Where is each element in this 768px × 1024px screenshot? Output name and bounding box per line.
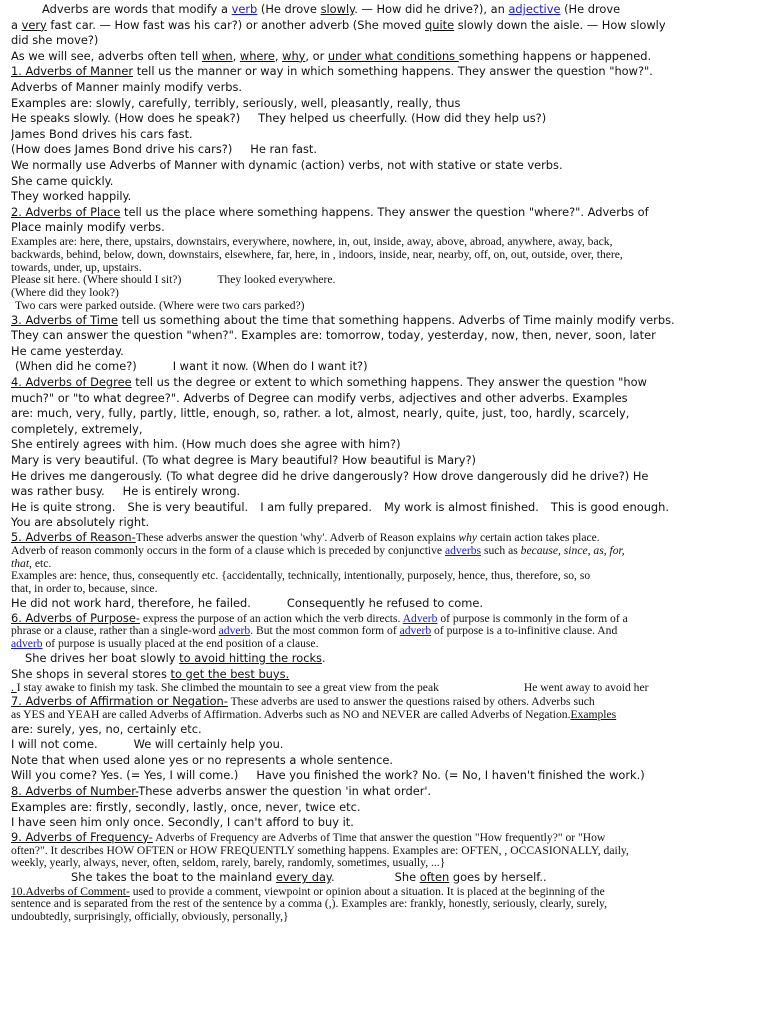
text: of purpose is usually placed at the end position of a clause. (42, 638, 319, 651)
section-heading-manner: 1. Adverbs of Manner (11, 64, 134, 79)
comment-line-3: undoubtedly, surprisingly, officially, obviously, personally,} (11, 911, 289, 924)
underlined-text: slowly (320, 2, 355, 16)
text: tell us the degree or extent to which something happens. They answer the question "how (131, 375, 647, 390)
place-line-6 (11, 274, 758, 287)
number-line-3: I have seen him only once. Secondly, I can't afford to buy it. (11, 815, 354, 830)
underlined-text: quite (425, 17, 455, 32)
text: fast car. — How fast was his car?) or another adverb (She moved (46, 17, 425, 32)
degree-line-6: Mary is very beautiful. (To what degree is Mary beautiful? How beautiful is Mary?) (11, 453, 476, 468)
text: express the purpose of an action which the verb directs. (139, 611, 403, 625)
affirmation-line-3: are: surely, yes, no, certainly etc. (11, 721, 202, 736)
text: (He drove (257, 2, 321, 16)
frequency-line-3: weekly, yearly, always, never, often, seldom, rarely, barely, randomly, sometimes, usually, ...} (11, 857, 446, 870)
degree-line-5: She entirely agrees with him. (How much does she agree with him?) (11, 437, 401, 452)
text: , or (305, 48, 328, 63)
text: , (274, 48, 283, 63)
text: etc. (31, 557, 52, 570)
intro-line-3: did she move?) (11, 33, 99, 48)
text: (He drove (560, 2, 621, 16)
text: These adverbs answer the question 'why'. Adverb of Reason explains (135, 531, 459, 544)
time-line-1 (11, 313, 758, 329)
comment-line-2: sentence and is separated from the rest of the sentence by a comma (,). Examples are: frankly, honestly, seriously, clearly, surely, (11, 898, 607, 911)
place-line-8: Two cars were parked outside. (Where were two cars parked?) (15, 299, 305, 312)
place-line-7: (Where did they look?) (11, 287, 119, 300)
affirmation-line-6 (11, 768, 758, 784)
text: These adverbs are used to answer the questions raised by others. Adverbs such (227, 694, 595, 708)
reason-line-1 (11, 531, 758, 545)
place-line-3: Examples are: here, there, upstairs, downstairs, everywhere, nowhere, in, out, inside, away, above, abroad, anywhere, away, back, (11, 235, 613, 248)
adverb-link[interactable]: adverb (11, 638, 43, 651)
intro-line-4 (11, 49, 758, 65)
text: tell us something about the time that something happens. Adverbs of Time mainly modify verbs. (118, 312, 675, 327)
time-line-3: He came yesterday. (11, 343, 124, 358)
text: . — How did he drive?), an (354, 2, 509, 16)
adverb-link[interactable]: adverb (218, 625, 251, 638)
time-line-2: They can answer the question "when?". Examples are: tomorrow, today, yesterday, now, then, never, soon, later (11, 328, 656, 343)
affirmation-line-1 (11, 695, 758, 709)
underlined-text: where (239, 48, 275, 63)
text: . (331, 870, 335, 885)
affirmation-line-2 (11, 709, 758, 722)
reason-line-4: Examples are: hence, thus, consequently etc. {accidentally, technically, intentionally, purposely, hence, thus, therefore, so, so (11, 570, 591, 583)
text: Adverb of reason commonly occurs in the form of a clause which is preceded by conjunctive (11, 544, 445, 557)
manner-line-1 (11, 64, 758, 80)
manner-line-3: Examples are: slowly, carefully, terribly, seriously, well, pleasantly, really, thus (11, 95, 461, 110)
section-heading-number: 8. Adverbs of Number- (11, 783, 139, 798)
degree-line-3: are: much, very, fully, partly, little, enough, so, rather. a lot, almost, nearly, quite, just, too, hardly, scarcely, (11, 406, 630, 421)
time-line-4 (11, 359, 758, 375)
text: slowly down the aisle. — How slowly (454, 17, 666, 32)
place-line-4: backwards, behind, below, down, downstairs, elsewhere, far, here, in , indoors, inside, near, nearby, off, on, out, outside, over, there, (11, 248, 623, 261)
intro-line-1 (11, 2, 758, 18)
text: We will certainly help you. (133, 737, 284, 752)
text: (When did he come?) (15, 359, 137, 374)
text: (How does James Bond drive his cars?) (11, 142, 233, 157)
degree-line-7: He drives me dangerously. (To what degree did he drive dangerously? How drove dangerously did he drive?) He (11, 468, 649, 483)
text: certain action takes place. (477, 531, 600, 544)
verb-link[interactable]: verb (231, 2, 258, 16)
text: goes by herself.. (449, 870, 547, 885)
text: I am fully prepared. (260, 499, 372, 514)
comment-line-1 (11, 886, 758, 899)
text: phrase or a clause, rather than a single-word (11, 625, 219, 638)
text: . (322, 650, 326, 665)
text: Adverbs of Frequency are Adverbs of Time that answer the question "How frequently?" or "How (152, 830, 606, 844)
text: He speaks slowly. (How does he speak?) (11, 111, 241, 126)
place-line-1 (11, 205, 758, 221)
text: as YES and YEAH are called Adverbs of Affirmation. Adverbs such as NO and NEVER are called Adverbs of Negation. (11, 708, 571, 721)
text: something happens or happened. (458, 48, 652, 63)
number-line-1 (11, 784, 758, 800)
number-line-2: Examples are: firstly, secondly, lastly, once, never, twice etc. (11, 799, 361, 814)
text: They helped us cheerfully. (How did they help us?) (258, 111, 547, 126)
section-heading-purpose: 6. Adverbs of Purpose- (11, 611, 140, 625)
text: tell us the place where something happens. They answer the question "where?". Adverbs of (120, 204, 649, 219)
text: She takes the boat to the mainland (71, 870, 276, 885)
affirmation-line-4 (11, 737, 758, 753)
text: He is entirely wrong. (122, 484, 241, 499)
underlined-text: often (419, 870, 450, 885)
text: She is very beautiful. (127, 499, 249, 514)
reason-line-5: that, in order to, because, since. (11, 583, 158, 596)
affirmation-line-5: Note that when used alone yes or no represents a whole sentence. (11, 752, 394, 767)
adverb-link[interactable]: Adverb (402, 611, 438, 625)
text: He ran fast. (250, 142, 317, 157)
section-heading-degree: 4. Adverbs of Degree (11, 375, 132, 390)
text: I want it now. (When do I want it?) (172, 359, 368, 374)
underlined-text: very (21, 17, 47, 32)
underlined-text: why (282, 48, 306, 63)
text: He went away to avoid her (523, 682, 649, 695)
reason-line-6 (11, 596, 758, 612)
text: My work is almost finished. (383, 499, 539, 514)
manner-line-8: She came quickly. (11, 173, 114, 188)
section-heading-time: 3. Adverbs of Time (11, 312, 119, 327)
purpose-line-3 (11, 638, 758, 651)
italic-text: why (458, 531, 478, 544)
degree-line-9 (11, 500, 758, 516)
manner-line-6 (11, 142, 758, 158)
text: Adverbs are words that modify a (42, 2, 232, 16)
text: of purpose is commonly in the form of a (437, 611, 628, 625)
text: Have you finished the work? No. (= No, I haven't finished the work.) (256, 768, 645, 783)
text: of purpose is a to-infinitive clause. And (431, 625, 618, 638)
intro-line-2 (11, 18, 758, 34)
text: She drives her boat slowly (25, 650, 180, 665)
text: These adverbs answer the question 'in what order'. (138, 783, 432, 798)
text: As we will see, adverbs often tell (11, 48, 202, 63)
text: This is good enough. (550, 499, 669, 514)
adjective-link[interactable]: adjective (508, 2, 561, 16)
underlined-text: . (11, 682, 17, 695)
section-heading-affirmation: 7. Adverbs of Affirmation or Negation- (11, 694, 228, 708)
adverbs-link[interactable]: adverbs (444, 544, 482, 557)
underlined-text: when (201, 48, 233, 63)
purpose-line-1 (11, 612, 758, 626)
text: such as (481, 544, 521, 557)
section-heading-comment: 10.Adverbs of Comment- (11, 885, 130, 898)
reason-line-3 (11, 558, 758, 571)
text: a (11, 17, 22, 32)
manner-line-5: James Bond drives his cars fast. (11, 126, 193, 141)
text: used to provide a comment, viewpoint or opinion about a situation. It is placed at the beginning of the (129, 885, 605, 898)
italic-text: because, since, as, for, (520, 544, 625, 557)
text: was rather busy. (11, 484, 105, 499)
place-line-2: Place mainly modify verbs. (11, 220, 165, 235)
underlined-text: Examples (570, 708, 617, 721)
frequency-line-2: often?". It describes HOW OFTEN or HOW FREQUENTLY something happens. Examples are: OFTEN, , OCCASIONALLY, daily, (11, 844, 629, 857)
adverb-link[interactable]: adverb (399, 625, 432, 638)
text: She shops in several stores (11, 666, 171, 681)
degree-line-2: much?" or "to what degree?". Adverbs of Degree can modify verbs, adjectives and other adverbs. Examples (11, 390, 628, 405)
section-heading-place: 2. Adverbs of Place (11, 204, 121, 219)
manner-line-9: They worked happily. (11, 189, 132, 204)
italic-text: that, (11, 557, 32, 570)
text: He is quite strong. (11, 499, 116, 514)
text: He did not work hard, therefore, he failed. (11, 595, 251, 610)
underlined-text: under what conditions (327, 48, 459, 63)
manner-line-2: Adverbs of Manner mainly modify verbs. (11, 79, 243, 94)
text: I stay awake to finish my task. She climbed the mountain to see a great view from the peak (16, 682, 439, 695)
reason-line-2 (11, 545, 758, 558)
degree-line-10: You are absolutely right. (11, 515, 150, 530)
text: They looked everywhere. (217, 274, 336, 287)
purpose-line-6 (11, 682, 758, 695)
purpose-line-5 (11, 667, 758, 683)
place-line-5: towards, under, up, upstairs. (11, 261, 142, 274)
text: . But the most common form of (250, 625, 400, 638)
text: Will you come? Yes. (= Yes, I will come.) (11, 768, 239, 783)
text: Consequently he refused to come. (286, 595, 483, 610)
text: She (394, 870, 420, 885)
purpose-line-2 (11, 625, 758, 638)
underlined-text: to avoid hitting the rocks (179, 650, 322, 665)
degree-line-8 (11, 484, 758, 500)
text: tell us the manner or way in which something happens. They answer the question "how?". (133, 64, 653, 79)
frequency-line-1 (11, 831, 758, 845)
manner-line-7: We normally use Adverbs of Manner with dynamic (action) verbs, not with stative or state verbs. (11, 157, 563, 172)
frequency-line-4 (11, 870, 758, 886)
text: I will not come. (11, 737, 98, 752)
purpose-line-4 (11, 651, 758, 667)
manner-line-4 (11, 111, 758, 127)
text: , (232, 48, 240, 63)
underlined-text: to get the best buys. (170, 666, 290, 681)
text: Please sit here. (Where should I sit?) (11, 274, 182, 287)
degree-line-4: completely, extremely, (11, 421, 143, 436)
section-heading-frequency: 9. Adverbs of Frequency- (11, 830, 153, 844)
degree-line-1 (11, 375, 758, 391)
section-heading-reason: 5. Adverbs of Reason- (11, 531, 136, 544)
underlined-text: every day (275, 870, 332, 885)
